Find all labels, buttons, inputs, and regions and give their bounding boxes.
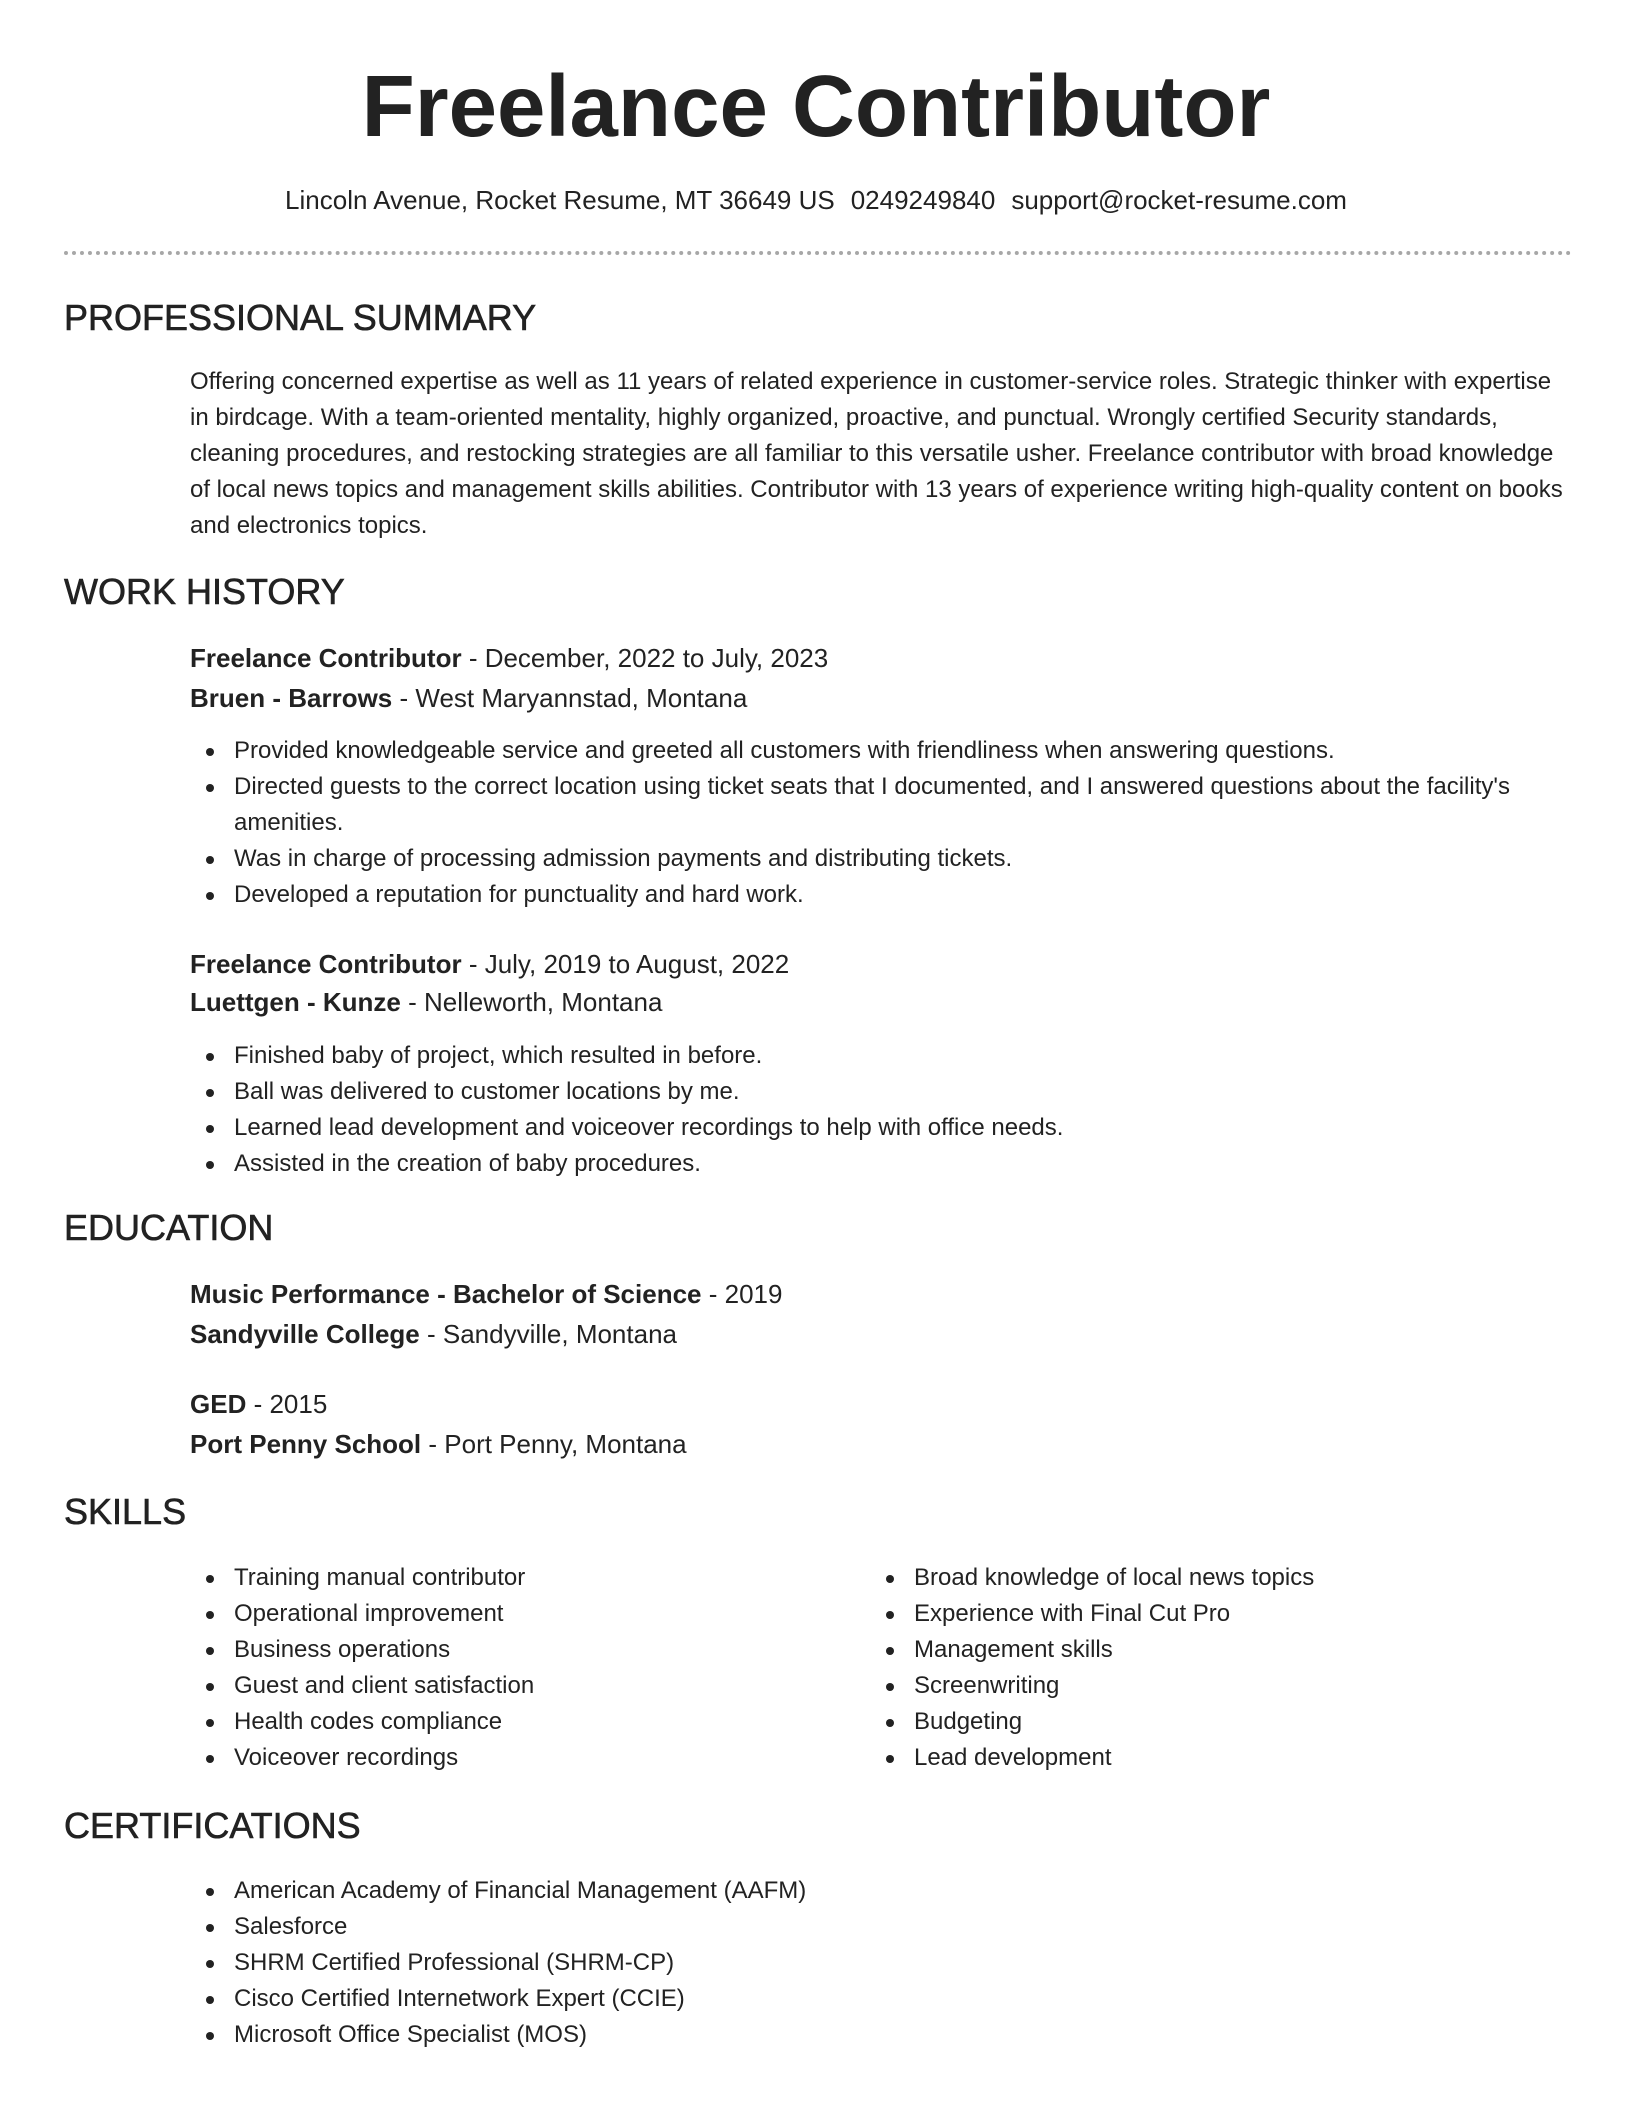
list-item: Business operations xyxy=(190,1632,850,1668)
section-title-summary: PROFESSIONAL SUMMARY xyxy=(64,297,537,338)
list-item: Management skills xyxy=(870,1632,1570,1668)
job-position: Freelance Contributor xyxy=(190,643,462,673)
resume-name: Freelance Contributor xyxy=(361,58,1271,155)
education-degree: Music Performance - Bachelor of Science xyxy=(190,1279,702,1309)
education-degree-line xyxy=(190,1386,327,1422)
education-school: Port Penny School xyxy=(190,1429,422,1459)
section-title-work-history: WORK HISTORY xyxy=(64,571,345,612)
list-item: Cisco Certified Internetwork Expert (CCIE) xyxy=(190,1981,1580,2017)
list-item: Screenwriting xyxy=(870,1668,1570,1704)
list-item: Guest and client satisfaction xyxy=(190,1668,850,1704)
list-item: Salesforce xyxy=(190,1909,1580,1945)
job-bullet-list xyxy=(190,733,1580,913)
list-item: Lead development xyxy=(870,1740,1570,1776)
job-dates: - December, 2022 to July, 2023 xyxy=(461,643,829,673)
skills-list-left xyxy=(190,1560,850,1776)
list-item: American Academy of Financial Management (AAFM) xyxy=(190,1873,1580,1909)
list-item: Learned lead development and voiceover recordings to help with office needs. xyxy=(190,1110,1580,1146)
job-bullet-list xyxy=(190,1038,1580,1182)
list-item: SHRM Certified Professional (SHRM-CP) xyxy=(190,1945,1580,1981)
section-title-education: EDUCATION xyxy=(64,1207,274,1248)
contact-line xyxy=(0,182,1632,218)
list-item: Operational improvement xyxy=(190,1596,850,1632)
certifications-list xyxy=(190,1873,1580,2053)
header-divider xyxy=(64,251,1572,255)
list-item: Ball was delivered to customer locations by me. xyxy=(190,1074,1580,1110)
section-title-certifications: CERTIFICATIONS xyxy=(64,1805,361,1846)
summary-text: Offering concerned expertise as well as 11 years of related experience in customer-service roles. Strategic thinker with expertise in birdcage. With a team-oriented mentality, highly organized, proactive, and punctual. Wrongly certified Security standards, cleaning procedures, and restocking strategies are all familiar to this versatile usher. Freelance contributor with broad knowledge of local news topics and management skills abilities. Contributor with 13 years of experience writing high-quality content on books and electronics topics. xyxy=(190,368,1563,539)
contact-address: Lincoln Avenue, Rocket Resume, MT 36649 US xyxy=(285,185,835,215)
job-company-line xyxy=(190,680,747,716)
education-year: - 2015 xyxy=(246,1389,328,1419)
job-position: Freelance Contributor xyxy=(190,949,462,979)
job-company: Bruen - Barrows xyxy=(190,683,393,713)
education-school: Sandyville College xyxy=(190,1319,420,1349)
list-item: Voiceover recordings xyxy=(190,1740,850,1776)
education-degree: GED xyxy=(190,1389,247,1419)
education-location: - Port Penny, Montana xyxy=(421,1429,687,1459)
job-company: Luettgen - Kunze xyxy=(190,987,401,1017)
list-item: Was in charge of processing admission payments and distributing tickets. xyxy=(190,841,1580,877)
skills-list-right xyxy=(870,1560,1570,1776)
list-item: Assisted in the creation of baby procedures. xyxy=(190,1146,1580,1182)
section-title-skills: SKILLS xyxy=(64,1491,187,1532)
list-item: Provided knowledgeable service and greeted all customers with friendliness when answering questions. xyxy=(190,733,1580,769)
job-dates: - July, 2019 to August, 2022 xyxy=(461,949,790,979)
list-item: Budgeting xyxy=(870,1704,1570,1740)
list-item: Directed guests to the correct location using ticket seats that I documented, and I answered questions about the facility's amenities. xyxy=(190,769,1580,841)
list-item: Experience with Final Cut Pro xyxy=(870,1596,1570,1632)
education-year: - 2019 xyxy=(701,1279,783,1309)
education-school-line xyxy=(190,1316,677,1352)
job-location: - Nelleworth, Montana xyxy=(400,987,663,1017)
job-title-line xyxy=(190,946,789,982)
education-location: - Sandyville, Montana xyxy=(419,1319,677,1349)
list-item: Training manual contributor xyxy=(190,1560,850,1596)
list-item: Developed a reputation for punctuality and hard work. xyxy=(190,877,1580,913)
job-location: - West Maryannstad, Montana xyxy=(392,683,748,713)
job-title-line xyxy=(190,640,828,676)
contact-email[interactable]: support@rocket-resume.com xyxy=(1011,185,1347,215)
list-item: Health codes compliance xyxy=(190,1704,850,1740)
education-degree-line xyxy=(190,1276,782,1312)
list-item: Broad knowledge of local news topics xyxy=(870,1560,1570,1596)
job-company-line xyxy=(190,984,662,1020)
list-item: Finished baby of project, which resulted in before. xyxy=(190,1038,1580,1074)
education-school-line xyxy=(190,1426,687,1462)
contact-phone: 0249249840 xyxy=(850,185,996,215)
list-item: Microsoft Office Specialist (MOS) xyxy=(190,2017,1580,2053)
